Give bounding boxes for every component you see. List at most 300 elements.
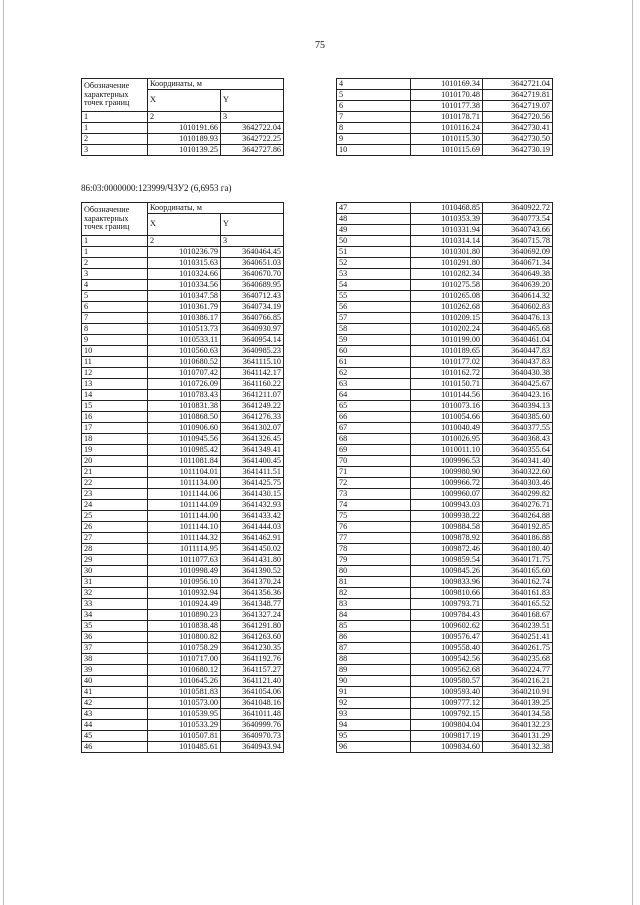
y-coordinate-cell: 3640303.46 <box>483 478 553 489</box>
point-number-cell: 70 <box>337 456 411 467</box>
point-number-cell: 63 <box>337 379 411 390</box>
x-coordinate-cell: 1010906.60 <box>148 423 221 434</box>
y-coordinate-cell: 3640224.77 <box>483 665 553 676</box>
point-number-cell: 84 <box>337 610 411 621</box>
x-coordinate-cell: 1010115.30 <box>411 134 483 145</box>
x-coordinate-cell: 1010533.29 <box>148 720 221 731</box>
y-coordinate-cell: 3640216.21 <box>483 676 553 687</box>
header-x-label: X <box>148 214 221 236</box>
table-row <box>337 412 553 423</box>
point-number-cell: 43 <box>82 709 148 720</box>
x-coordinate-cell: 1010539.95 <box>148 709 221 720</box>
point-number-cell: 1 <box>82 247 148 258</box>
y-coordinate-cell: 3641291.80 <box>221 621 284 632</box>
x-coordinate-cell: 1011104.01 <box>148 467 221 478</box>
y-coordinate-cell: 3642727.86 <box>221 145 284 156</box>
y-coordinate-cell: 3640437.83 <box>483 357 553 368</box>
y-coordinate-cell: 3640134.58 <box>483 709 553 720</box>
point-number-cell: 86 <box>337 632 411 643</box>
point-number-cell: 31 <box>82 577 148 588</box>
table-row <box>337 687 553 698</box>
point-number-cell: 9 <box>82 335 148 346</box>
x-coordinate-cell: 1010573.00 <box>148 698 221 709</box>
table-row <box>82 478 284 489</box>
header-col-1: 1 <box>82 236 148 247</box>
x-coordinate-cell: 1009777.12 <box>411 698 483 709</box>
x-coordinate-cell: 1009943.03 <box>411 500 483 511</box>
table-row <box>337 90 553 101</box>
y-coordinate-cell: 3640165.60 <box>483 566 553 577</box>
table-row <box>337 665 553 676</box>
x-coordinate-cell: 1010831.38 <box>148 401 221 412</box>
y-coordinate-cell: 3640447.83 <box>483 346 553 357</box>
y-coordinate-cell: 3640322.60 <box>483 467 553 478</box>
y-coordinate-cell: 3640649.38 <box>483 269 553 280</box>
x-coordinate-cell: 1009792.15 <box>411 709 483 720</box>
x-coordinate-cell: 1009562.68 <box>411 665 483 676</box>
x-coordinate-cell: 1010758.29 <box>148 643 221 654</box>
x-coordinate-cell: 1010924.49 <box>148 599 221 610</box>
y-coordinate-cell: 3640970.73 <box>221 731 284 742</box>
coordinates-table-1-right <box>336 78 553 156</box>
x-coordinate-cell: 1009817.19 <box>411 731 483 742</box>
table-row <box>82 489 284 500</box>
point-number-cell: 67 <box>337 423 411 434</box>
x-coordinate-cell: 1010144.56 <box>411 390 483 401</box>
y-coordinate-cell: 3641433.42 <box>221 511 284 522</box>
table-row <box>82 610 284 621</box>
point-number-cell: 54 <box>337 280 411 291</box>
y-coordinate-cell: 3640180.40 <box>483 544 553 555</box>
x-coordinate-cell: 1010073.16 <box>411 401 483 412</box>
point-number-cell: 34 <box>82 610 148 621</box>
table-row <box>337 236 553 247</box>
y-coordinate-cell: 3641411.51 <box>221 467 284 478</box>
y-coordinate-cell: 3641115.10 <box>221 357 284 368</box>
point-number-cell: 40 <box>82 676 148 687</box>
header-x-label: X <box>148 90 221 112</box>
y-coordinate-cell: 3641011.48 <box>221 709 284 720</box>
header-y-label: Y <box>221 214 284 236</box>
y-coordinate-cell: 3640743.66 <box>483 225 553 236</box>
point-number-cell: 65 <box>337 401 411 412</box>
table-row <box>82 632 284 643</box>
y-coordinate-cell: 3640766.85 <box>221 313 284 324</box>
table-row <box>337 489 553 500</box>
x-coordinate-cell: 1010170.48 <box>411 90 483 101</box>
table-row <box>337 280 553 291</box>
x-coordinate-cell: 1010468.85 <box>411 203 483 214</box>
x-coordinate-cell: 1009784.43 <box>411 610 483 621</box>
point-number-cell: 51 <box>337 247 411 258</box>
y-coordinate-cell: 3641211.07 <box>221 390 284 401</box>
point-number-cell: 10 <box>337 145 411 156</box>
table-row <box>337 247 553 258</box>
y-coordinate-cell: 3640715.78 <box>483 236 553 247</box>
point-number-cell: 49 <box>337 225 411 236</box>
y-coordinate-cell: 3642720.56 <box>483 112 553 123</box>
point-number-cell: 52 <box>337 258 411 269</box>
point-number-cell: 9 <box>337 134 411 145</box>
x-coordinate-cell: 1010262.68 <box>411 302 483 313</box>
header-col-2: 2 <box>148 236 221 247</box>
y-coordinate-cell: 3641356.36 <box>221 588 284 599</box>
point-number-cell: 8 <box>82 324 148 335</box>
point-number-cell: 44 <box>82 720 148 731</box>
point-number-cell: 21 <box>82 467 148 478</box>
coordinates-table-2-right <box>336 202 553 753</box>
x-coordinate-cell: 1010026.95 <box>411 434 483 445</box>
header-col-3: 3 <box>221 236 284 247</box>
table-row <box>337 544 553 555</box>
x-coordinate-cell: 1010726.09 <box>148 379 221 390</box>
y-coordinate-cell: 3641462.91 <box>221 533 284 544</box>
table-row <box>82 401 284 412</box>
y-coordinate-cell: 3640341.40 <box>483 456 553 467</box>
x-coordinate-cell: 1010169.34 <box>411 79 483 90</box>
y-coordinate-cell: 3640922.72 <box>483 203 553 214</box>
y-coordinate-cell: 3640161.83 <box>483 588 553 599</box>
x-coordinate-cell: 1010011.10 <box>411 445 483 456</box>
point-number-cell: 78 <box>337 544 411 555</box>
table-row <box>337 632 553 643</box>
table-row <box>82 291 284 302</box>
x-coordinate-cell: 1010507.81 <box>148 731 221 742</box>
x-coordinate-cell: 1011144.06 <box>148 489 221 500</box>
x-coordinate-cell: 1010189.65 <box>411 346 483 357</box>
table-row <box>337 123 553 134</box>
point-number-cell: 45 <box>82 731 148 742</box>
point-number-cell: 46 <box>82 742 148 753</box>
y-coordinate-cell: 3641431.80 <box>221 555 284 566</box>
point-number-cell: 58 <box>337 324 411 335</box>
point-number-cell: 22 <box>82 478 148 489</box>
point-number-cell: 20 <box>82 456 148 467</box>
table-row <box>82 134 284 145</box>
y-coordinate-cell: 3640430.38 <box>483 368 553 379</box>
point-number-cell: 96 <box>337 742 411 753</box>
point-number-cell: 3 <box>82 145 148 156</box>
point-number-cell: 18 <box>82 434 148 445</box>
point-number-cell: 66 <box>337 412 411 423</box>
x-coordinate-cell: 1010513.73 <box>148 324 221 335</box>
table-row <box>82 500 284 511</box>
point-number-cell: 15 <box>82 401 148 412</box>
y-coordinate-cell: 3640985.23 <box>221 346 284 357</box>
table-row <box>337 709 553 720</box>
table-row <box>337 269 553 280</box>
table-row <box>337 610 553 621</box>
x-coordinate-cell: 1010956.10 <box>148 577 221 588</box>
table-row <box>82 423 284 434</box>
table-row <box>82 258 284 269</box>
y-coordinate-cell: 3642721.04 <box>483 79 553 90</box>
table-row <box>337 225 553 236</box>
point-number-cell: 74 <box>337 500 411 511</box>
x-coordinate-cell: 1010985.42 <box>148 445 221 456</box>
x-coordinate-cell: 1010265.08 <box>411 291 483 302</box>
x-coordinate-cell: 1011077.63 <box>148 555 221 566</box>
x-coordinate-cell: 1009542.56 <box>411 654 483 665</box>
point-number-cell: 57 <box>337 313 411 324</box>
point-number-cell: 24 <box>82 500 148 511</box>
y-coordinate-cell: 3640423.16 <box>483 390 553 401</box>
y-coordinate-cell: 3640954.14 <box>221 335 284 346</box>
y-coordinate-cell: 3640239.51 <box>483 621 553 632</box>
scan-edge-right <box>632 0 633 905</box>
table-row <box>82 643 284 654</box>
table-row <box>337 214 553 225</box>
x-coordinate-cell: 1009558.40 <box>411 643 483 654</box>
x-coordinate-cell: 1009966.72 <box>411 478 483 489</box>
table-row <box>337 720 553 731</box>
point-number-cell: 93 <box>337 709 411 720</box>
point-number-cell: 95 <box>337 731 411 742</box>
point-number-cell: 4 <box>337 79 411 90</box>
x-coordinate-cell: 1010139.25 <box>148 145 221 156</box>
y-coordinate-cell: 3641348.77 <box>221 599 284 610</box>
x-coordinate-cell: 1009859.54 <box>411 555 483 566</box>
x-coordinate-cell: 1010533.11 <box>148 335 221 346</box>
table-row <box>82 280 284 291</box>
y-coordinate-cell: 3641425.75 <box>221 478 284 489</box>
point-number-cell: 6 <box>82 302 148 313</box>
point-number-cell: 50 <box>337 236 411 247</box>
point-number-cell: 56 <box>337 302 411 313</box>
point-number-cell: 17 <box>82 423 148 434</box>
table-row <box>82 654 284 665</box>
header-point-label: Обозначение характерных точек границ <box>82 203 148 236</box>
point-number-cell: 14 <box>82 390 148 401</box>
point-number-cell: 69 <box>337 445 411 456</box>
table-row <box>337 445 553 456</box>
y-coordinate-cell: 3640999.76 <box>221 720 284 731</box>
y-coordinate-cell: 3640132.38 <box>483 742 553 753</box>
x-coordinate-cell: 1009580.57 <box>411 676 483 687</box>
point-number-cell: 88 <box>337 654 411 665</box>
y-coordinate-cell: 3640734.19 <box>221 302 284 313</box>
point-number-cell: 72 <box>337 478 411 489</box>
x-coordinate-cell: 1011144.32 <box>148 533 221 544</box>
x-coordinate-cell: 1010291.80 <box>411 258 483 269</box>
point-number-cell: 16 <box>82 412 148 423</box>
point-number-cell: 41 <box>82 687 148 698</box>
y-coordinate-cell: 3642722.04 <box>221 123 284 134</box>
y-coordinate-cell: 3641048.16 <box>221 698 284 709</box>
point-number-cell: 48 <box>337 214 411 225</box>
table-row <box>337 599 553 610</box>
point-number-cell: 91 <box>337 687 411 698</box>
x-coordinate-cell: 1010998.49 <box>148 566 221 577</box>
y-coordinate-cell: 3640689.95 <box>221 280 284 291</box>
table-row <box>82 533 284 544</box>
x-coordinate-cell: 1010324.66 <box>148 269 221 280</box>
x-coordinate-cell: 1011114.95 <box>148 544 221 555</box>
x-coordinate-cell: 1010334.56 <box>148 280 221 291</box>
x-coordinate-cell: 1010838.48 <box>148 621 221 632</box>
x-coordinate-cell: 1010485.61 <box>148 742 221 753</box>
point-number-cell: 7 <box>82 313 148 324</box>
x-coordinate-cell: 1011134.00 <box>148 478 221 489</box>
x-coordinate-cell: 1010560.63 <box>148 346 221 357</box>
point-number-cell: 68 <box>337 434 411 445</box>
y-coordinate-cell: 3641263.60 <box>221 632 284 643</box>
table-row <box>337 101 553 112</box>
table-row <box>82 123 284 134</box>
y-coordinate-cell: 3640602.83 <box>483 302 553 313</box>
y-coordinate-cell: 3641054.06 <box>221 687 284 698</box>
point-number-cell: 1 <box>82 123 148 134</box>
point-number-cell: 4 <box>82 280 148 291</box>
x-coordinate-cell: 1010177.38 <box>411 101 483 112</box>
y-coordinate-cell: 3640712.43 <box>221 291 284 302</box>
y-coordinate-cell: 3641349.41 <box>221 445 284 456</box>
point-number-cell: 55 <box>337 291 411 302</box>
table-row <box>337 357 553 368</box>
x-coordinate-cell: 1010386.17 <box>148 313 221 324</box>
table-row <box>82 621 284 632</box>
table-row <box>337 588 553 599</box>
table-row <box>337 643 553 654</box>
y-coordinate-cell: 3640131.29 <box>483 731 553 742</box>
x-coordinate-cell: 1010717.00 <box>148 654 221 665</box>
table-row <box>337 742 553 753</box>
point-number-cell: 94 <box>337 720 411 731</box>
x-coordinate-cell: 1009996.53 <box>411 456 483 467</box>
y-coordinate-cell: 3641276.33 <box>221 412 284 423</box>
y-coordinate-cell: 3640465.68 <box>483 324 553 335</box>
point-number-cell: 71 <box>337 467 411 478</box>
point-number-cell: 77 <box>337 533 411 544</box>
x-coordinate-cell: 1009845.26 <box>411 566 483 577</box>
x-coordinate-cell: 1010707.42 <box>148 368 221 379</box>
y-coordinate-cell: 3641444.03 <box>221 522 284 533</box>
y-coordinate-cell: 3641230.35 <box>221 643 284 654</box>
y-coordinate-cell: 3640168.67 <box>483 610 553 621</box>
y-coordinate-cell: 3640235.68 <box>483 654 553 665</box>
table-row <box>337 368 553 379</box>
table-row <box>337 456 553 467</box>
x-coordinate-cell: 1010890.23 <box>148 610 221 621</box>
point-number-cell: 35 <box>82 621 148 632</box>
table-row <box>82 676 284 687</box>
x-coordinate-cell: 1010116.24 <box>411 123 483 134</box>
y-coordinate-cell: 3640165.52 <box>483 599 553 610</box>
y-coordinate-cell: 3640671.34 <box>483 258 553 269</box>
point-number-cell: 23 <box>82 489 148 500</box>
y-coordinate-cell: 3640132.23 <box>483 720 553 731</box>
coordinates-table-2-left <box>81 202 284 753</box>
y-coordinate-cell: 3640377.55 <box>483 423 553 434</box>
x-coordinate-cell: 1009878.92 <box>411 533 483 544</box>
table-row <box>82 313 284 324</box>
y-coordinate-cell: 3641142.17 <box>221 368 284 379</box>
x-coordinate-cell: 1010189.93 <box>148 134 221 145</box>
point-number-cell: 5 <box>337 90 411 101</box>
y-coordinate-cell: 3641450.02 <box>221 544 284 555</box>
point-number-cell: 38 <box>82 654 148 665</box>
x-coordinate-cell: 1010645.26 <box>148 676 221 687</box>
x-coordinate-cell: 1010315.63 <box>148 258 221 269</box>
y-coordinate-cell: 3641121.40 <box>221 676 284 687</box>
x-coordinate-cell: 1009938.22 <box>411 511 483 522</box>
y-coordinate-cell: 3641400.45 <box>221 456 284 467</box>
x-coordinate-cell: 1009872.46 <box>411 544 483 555</box>
x-coordinate-cell: 1010581.83 <box>148 687 221 698</box>
table-row <box>337 145 553 156</box>
point-number-cell: 33 <box>82 599 148 610</box>
table-row <box>337 324 553 335</box>
point-number-cell: 53 <box>337 269 411 280</box>
y-coordinate-cell: 3640425.67 <box>483 379 553 390</box>
point-number-cell: 30 <box>82 566 148 577</box>
x-coordinate-cell: 1009960.07 <box>411 489 483 500</box>
y-coordinate-cell: 3640639.20 <box>483 280 553 291</box>
scan-edge-left <box>3 0 4 905</box>
table-row <box>82 742 284 753</box>
point-number-cell: 25 <box>82 511 148 522</box>
table-row <box>82 434 284 445</box>
point-number-cell: 82 <box>337 588 411 599</box>
y-coordinate-cell: 3640943.94 <box>221 742 284 753</box>
table-row <box>82 379 284 390</box>
table-row <box>82 566 284 577</box>
y-coordinate-cell: 3640930.97 <box>221 324 284 335</box>
y-coordinate-cell: 3640251.41 <box>483 632 553 643</box>
x-coordinate-cell: 1010932.94 <box>148 588 221 599</box>
header-coords-label: Координаты, м <box>148 203 284 214</box>
table-row <box>337 434 553 445</box>
y-coordinate-cell: 3640264.88 <box>483 511 553 522</box>
table-row <box>82 467 284 478</box>
point-number-cell: 37 <box>82 643 148 654</box>
x-coordinate-cell: 1010361.79 <box>148 302 221 313</box>
x-coordinate-cell: 1010680.52 <box>148 357 221 368</box>
x-coordinate-cell: 1010178.71 <box>411 112 483 123</box>
point-number-cell: 27 <box>82 533 148 544</box>
y-coordinate-cell: 3640210.91 <box>483 687 553 698</box>
x-coordinate-cell: 1010054.66 <box>411 412 483 423</box>
table-row <box>82 555 284 566</box>
table-row <box>337 621 553 632</box>
table-row <box>337 467 553 478</box>
point-number-cell: 60 <box>337 346 411 357</box>
header-col-1: 1 <box>82 112 148 123</box>
point-number-cell: 64 <box>337 390 411 401</box>
x-coordinate-cell: 1010177.02 <box>411 357 483 368</box>
x-coordinate-cell: 1010209.15 <box>411 313 483 324</box>
x-coordinate-cell: 1009576.47 <box>411 632 483 643</box>
point-number-cell: 19 <box>82 445 148 456</box>
y-coordinate-cell: 3641192.76 <box>221 654 284 665</box>
coordinates-table-1-left <box>81 78 284 156</box>
point-number-cell: 2 <box>82 134 148 145</box>
x-coordinate-cell: 1010680.12 <box>148 665 221 676</box>
y-coordinate-cell: 3642730.19 <box>483 145 553 156</box>
table-row <box>337 676 553 687</box>
point-number-cell: 5 <box>82 291 148 302</box>
point-number-cell: 76 <box>337 522 411 533</box>
x-coordinate-cell: 1010150.71 <box>411 379 483 390</box>
table-row <box>82 346 284 357</box>
x-coordinate-cell: 1010783.43 <box>148 390 221 401</box>
y-coordinate-cell: 3640171.75 <box>483 555 553 566</box>
table-row <box>337 335 553 346</box>
table-row <box>337 731 553 742</box>
table-row <box>337 533 553 544</box>
y-coordinate-cell: 3640139.25 <box>483 698 553 709</box>
x-coordinate-cell: 1011081.84 <box>148 456 221 467</box>
